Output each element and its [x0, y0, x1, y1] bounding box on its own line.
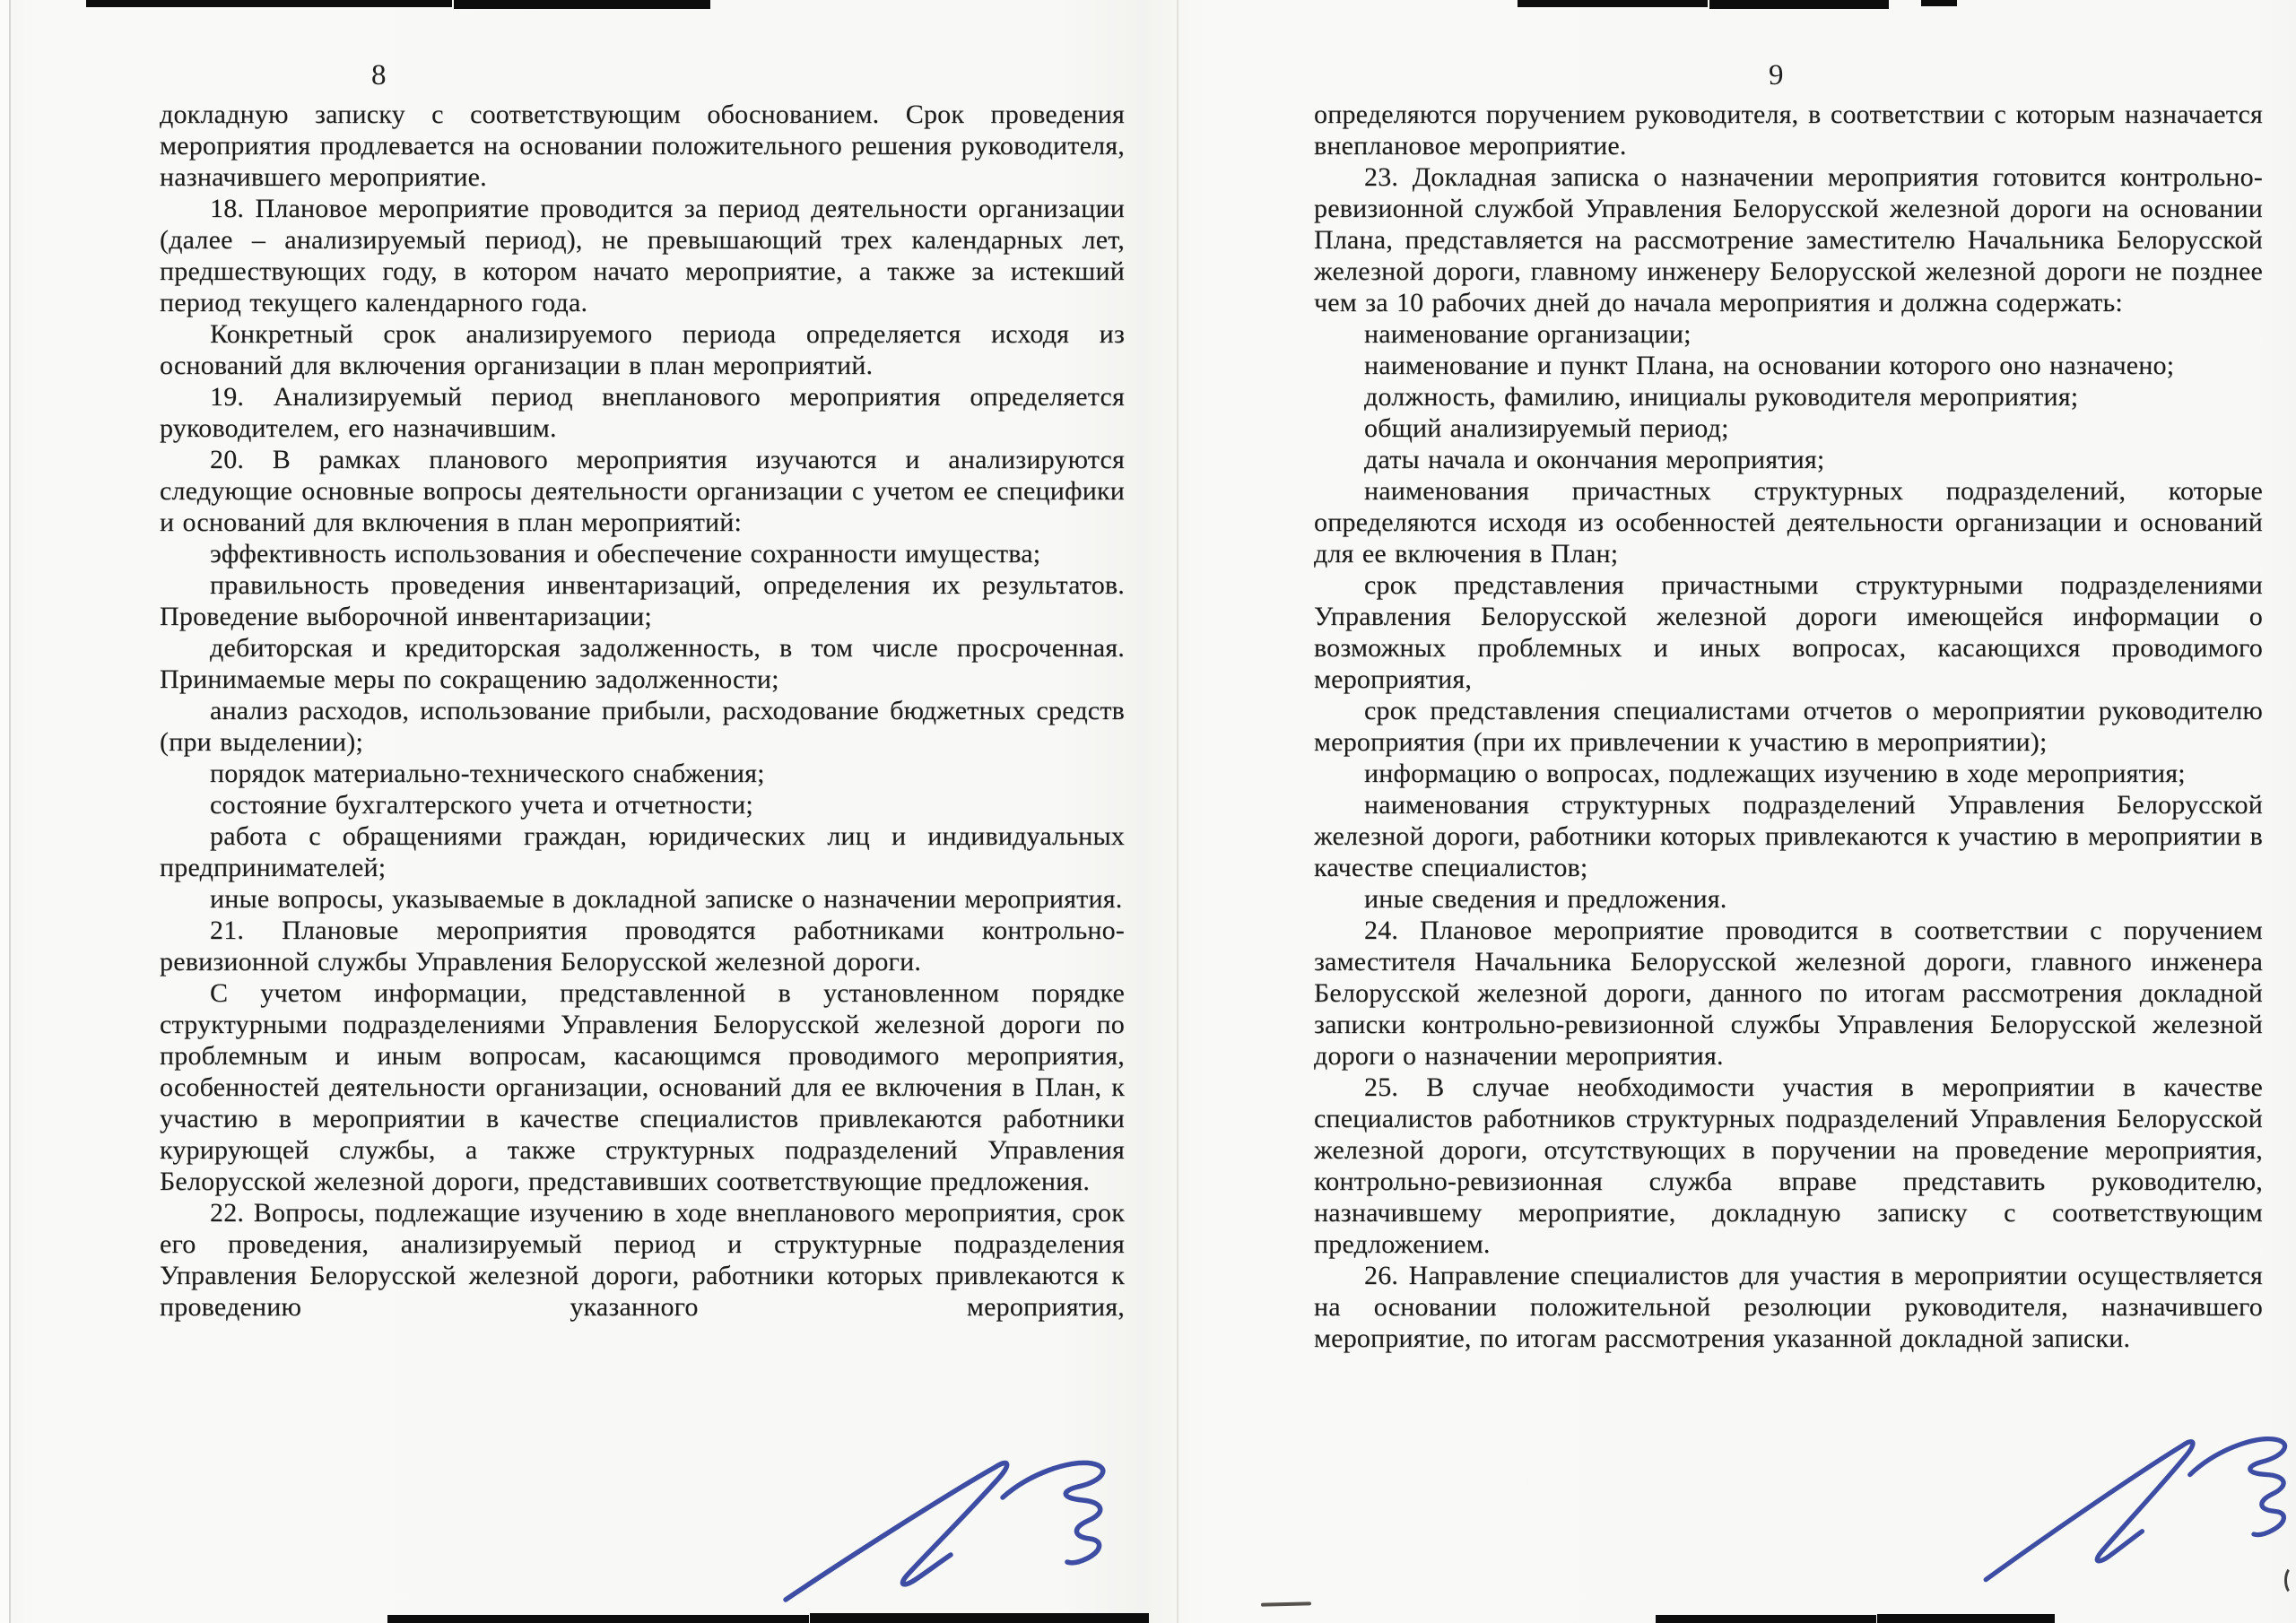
scan-artifact-top-edge [1709, 0, 1889, 9]
paragraph: срок представления причастными структурными подразделениями Управления Белорусской железной дороги имеющейся информации о возможных проблемных и иных вопросах, касающихся проводимого мероприятия, [1314, 570, 2263, 694]
page-8-text [160, 99, 1125, 1323]
scan-artifact-bottom-edge [1877, 1614, 2055, 1623]
page-number: 8 [371, 59, 387, 91]
scan-artifact-top-edge [1921, 0, 1957, 6]
scan-artifact-bottom-edge [387, 1615, 809, 1623]
paragraph: 19. Анализируемый период внепланового мероприятия определяется руководителем, его назначившим. [160, 382, 1125, 443]
paragraph: дебиторская и кредиторская задолженность, в том числе просроченная. Принимаемые меры по сокращению задолженности; [160, 633, 1125, 694]
page-9 [1148, 0, 2296, 1623]
scan-artifact-bottom-edge [810, 1613, 1149, 1623]
paragraph: 24. Плановое мероприятие проводится в соответствии с поручением заместителя Начальника Белорусской железной дороги, главного инженера Белорусской железной дороги, данного по итогам рассмотрения докладной записки контрольно-ревизионной службы Управления Белорусской железной дороги о назначении мероприятия. [1314, 916, 2263, 1071]
paragraph: С учетом информации, представленной в установленном порядке структурными подразделениями Управления Белорусской железной дороги по проблемным и иным вопросам, касающимся проводимого мероприятия, особенностей деятельности организации, оснований для ее включения в План, к участию в мероприятии в качестве специалистов привлекаются работники курирующей службы, а также структурных подразделений Управления Белорусской железной дороги, представивших соответствующие предложения. [160, 978, 1125, 1196]
scan-artifact-bottom-edge [1656, 1615, 1876, 1623]
scan-artifact-top-edge [1518, 0, 1708, 7]
paragraph: 26. Направление специалистов для участия в мероприятии осуществляется на основании положительной резолюции руководителя, назначившего мероприятие, по итогам рассмотрения указанной докладной записки. [1314, 1261, 2263, 1353]
scan-right-edge-mark [2284, 1566, 2296, 1595]
paragraph: 20. В рамках планового мероприятия изучаются и анализируются следующие основные вопросы деятельности организации с учетом ее специфики и оснований для включения в план мероприятий: [160, 445, 1125, 537]
paragraph: даты начала и окончания мероприятия; [1364, 445, 1825, 474]
paragraph: 23. Докладная записка о назначении мероприятия готовится контрольно-ревизионной службой Управления Белорусской железной дороги на основании Плана, представляется на рассмотрение заместителю Начальника Белорусской железной дороги, главному инженеру Белорусской железной дороги не позднее чем за 10 рабочих дней до начала мероприятия и должна содержать: [1314, 162, 2263, 317]
paragraph: 25. В случае необходимости участия в мероприятии в качестве специалистов работников структурных подразделений Управления Белорусской железной дороги, отсутствующих в поручении на проведение мероприятия, контрольно-ревизионная служба вправе представить руководителю, назначившему мероприятие, докладную записку с соответствующим предложением. [1314, 1072, 2263, 1259]
paragraph: наименование организации; [1364, 319, 1692, 349]
scan-artifact-top-edge [86, 0, 452, 7]
paragraph: наименование и пункт Плана, на основании которого оно назначено; [1364, 351, 2175, 380]
page-number: 9 [1769, 59, 1784, 91]
paragraph: правильность проведения инвентаризаций, определения их результатов. Проведение выборочной инвентаризации; [160, 570, 1125, 631]
paragraph: 21. Плановые мероприятия проводятся работниками контрольно-ревизионной службы Управления Белорусской железной дороги. [160, 916, 1125, 976]
paragraph: определяются поручением руководителя, в соответствии с которым назначается внеплановое мероприятие. [1314, 100, 2263, 161]
paragraph: эффективность использования и обеспечение сохранности имущества; [210, 539, 1041, 568]
page-9-text [1314, 99, 2263, 1354]
paragraph: 22. Вопросы, подлежащие изучению в ходе внепланового мероприятия, срок его проведения, анализируемый период и структурные подразделения Управления Белорусской железной дороги, работники которых привлекаются к проведению указанного мероприятия, [160, 1198, 1125, 1322]
paragraph: анализ расходов, использование прибыли, расходование бюджетных средств (при выделении); [160, 696, 1125, 757]
paragraph: Конкретный срок анализируемого периода определяется исходя из оснований для включения организации в план мероприятий. [160, 319, 1125, 380]
paragraph: иные сведения и предложения. [1364, 884, 1727, 914]
paragraph: информацию о вопросах, подлежащих изучению в ходе мероприятия; [1364, 759, 2186, 788]
paragraph: должность, фамилию, инициалы руководителя мероприятия; [1364, 382, 2079, 412]
paragraph: порядок материально-технического снабжения; [210, 759, 765, 788]
paragraph: 18. Плановое мероприятие проводится за период деятельности организации (далее – анализируемый период), не превышающий трех календарных лет, предшествующих году, в котором начато мероприятие, а также за истекший период текущего календарного года. [160, 194, 1125, 317]
paragraph: докладную записку с соответствующим обоснованием. Срок проведения мероприятия продлевается на основании положительного решения руководителя, назначившего мероприятие. [160, 100, 1125, 192]
paragraph: наименования структурных подразделений Управления Белорусской железной дороги, работники которых привлекаются к участию в мероприятии в качестве специалистов; [1314, 790, 2263, 882]
page-gutter-line [1177, 0, 1178, 1623]
handwritten-signature [1969, 1415, 2296, 1592]
paragraph: работа с обращениями граждан, юридических лиц и индивидуальных предпринимателей; [160, 821, 1125, 882]
scan-artifact-top-edge [454, 0, 710, 9]
paragraph: наименования причастных структурных подразделений, которые определяются исходя из особенностей деятельности организации и оснований для ее включения в План; [1314, 476, 2263, 568]
paragraph: срок представления специалистами отчетов о мероприятии руководителю мероприятия (при их привлечении к участию в мероприятии); [1314, 696, 2263, 757]
scan-left-margin [0, 0, 9, 1623]
paragraph: общий анализируемый период; [1364, 413, 1729, 443]
paragraph: иные вопросы, указываемые в докладной записке о назначении мероприятия. [210, 884, 1123, 914]
paragraph: состояние бухгалтерского учета и отчетности; [210, 790, 753, 820]
scan-left-edge-line [9, 0, 11, 1623]
handwritten-signature [773, 1442, 1186, 1612]
